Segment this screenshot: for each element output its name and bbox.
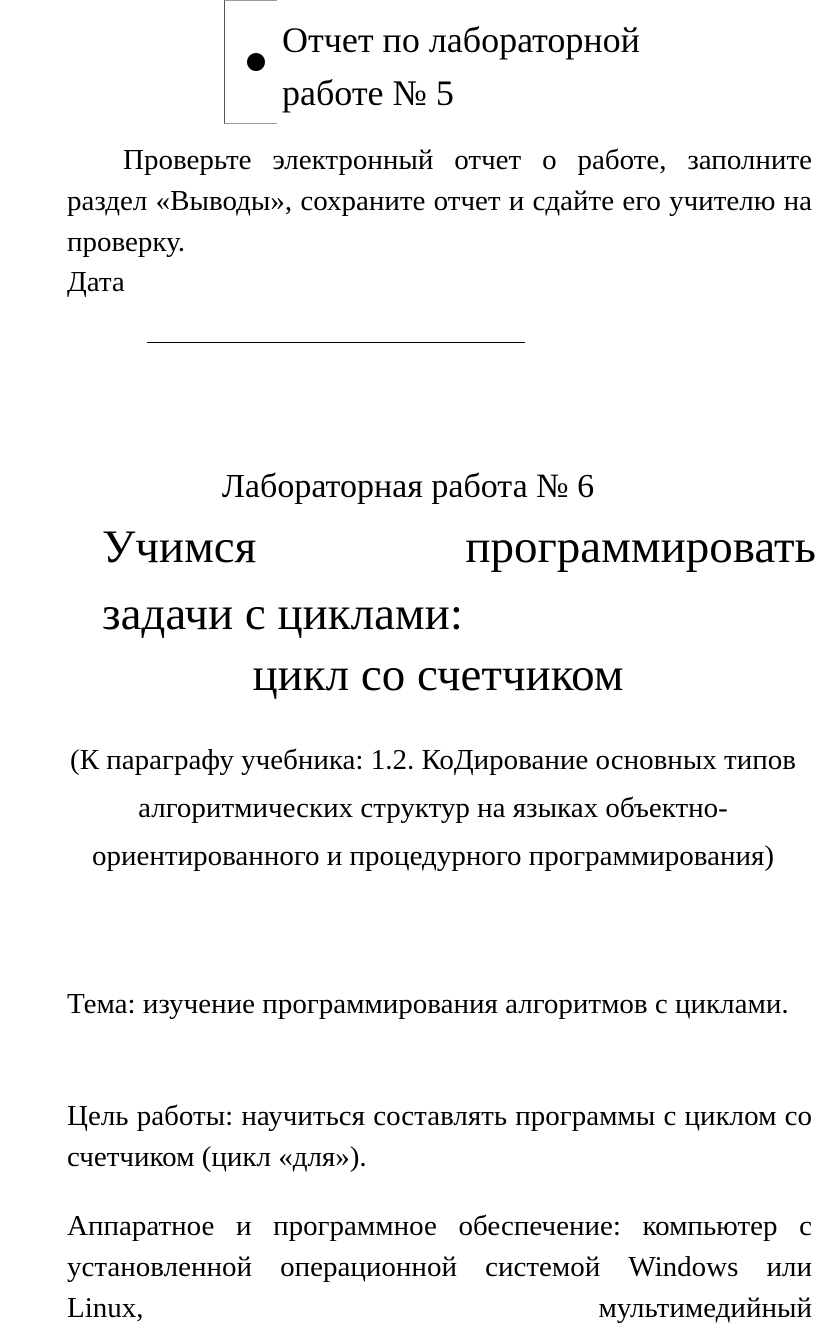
report-header	[224, 0, 784, 124]
topic-paragraph: Тема: изучение программирования алгоритмов с циклами.	[67, 988, 789, 1020]
report-title: Отчет по лабораторной работе № 5	[282, 20, 640, 113]
date-label: Дата	[67, 266, 125, 298]
lab-title-word-2: программировать	[465, 521, 816, 573]
instructions-paragraph: Проверьте электронный отчет о работе, заполните раздел «Выводы», сохраните отчет и сдайте его учителю на проверку.	[67, 144, 812, 258]
bullet-icon	[247, 53, 265, 71]
textbook-reference: (К параграфу учебника: 1.2. КоДирование основных типов алгоритмических структур на языках объектно-ориентированного и процедурного программирования)	[70, 744, 796, 872]
date-fill-line	[147, 342, 525, 343]
lab-title-word-1: Учимся	[102, 521, 257, 573]
hardware-paragraph: Аппаратное и программное обеспечение: компьютер с установленной операционной системой Windows или Linux, мультимедийный	[67, 1210, 812, 1324]
lab-title-line-2: задачи с циклами:	[102, 588, 463, 640]
lab-title-line-3: цикл со счетчиком	[252, 649, 624, 701]
lab-number-heading: Лабораторная работа № 6	[221, 468, 595, 505]
goal-paragraph: Цель работы: научиться составлять программы с циклом со счетчиком (цикл «для»).	[67, 1100, 812, 1173]
